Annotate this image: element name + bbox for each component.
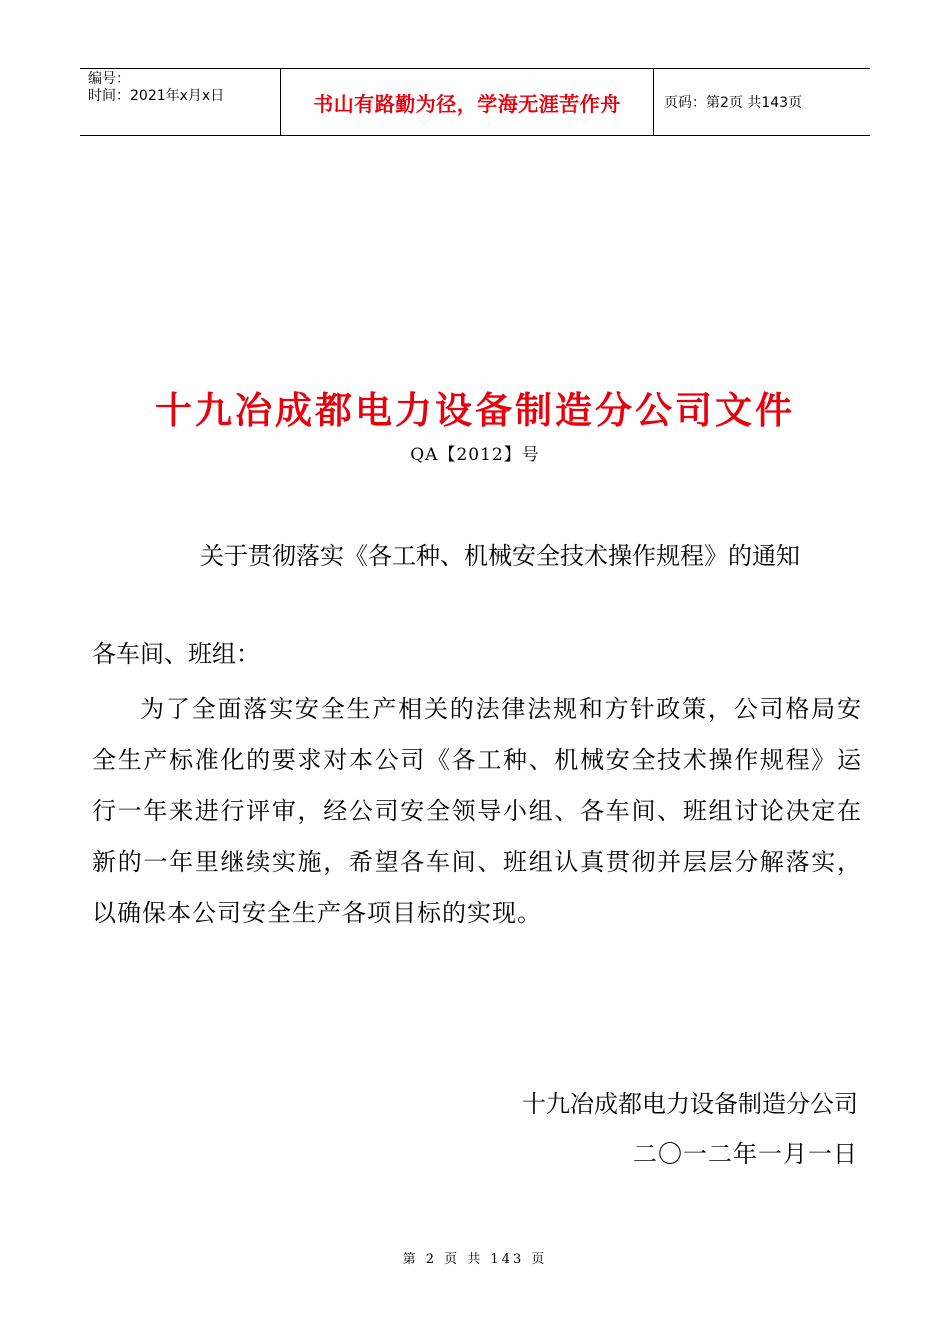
header-meta: [80, 69, 281, 135]
notice-title: 关于贯彻落实《各工种、机械安全技术操作规程》的通知: [200, 542, 800, 570]
salutation: 各车间、班组：: [92, 640, 260, 668]
signature-date: 二〇一二年一月一日: [633, 1140, 858, 1168]
body-paragraph: 为了全面落实安全生产相关的法律法规和方针政策，公司格局安全生产标准化的要求对本公司《各工种、机械安全技术操作规程》运行一年来进行评审，经公司安全领导小组、各车间、班组讨论决定在新的一年里继续实施，希望各车间、班组认真贯彻并层层分解落实，以确保本公司安全生产各项目标的实现。: [92, 695, 862, 927]
header-number-label: 编号：: [88, 71, 130, 87]
document-number: QA【2012】号: [410, 445, 540, 465]
signature-company: 十九冶成都电力设备制造分公司: [522, 1090, 858, 1118]
header-motto: 书山有路勤为径，学海无涯苦作舟: [281, 69, 654, 135]
page-footer: 第 2 页 共 143 页: [402, 1252, 548, 1267]
header-page-info: 页码：第2页 共143页: [664, 95, 803, 111]
header-time-label: 时间：2021年x月x日: [88, 88, 225, 104]
page-header: [80, 68, 870, 136]
document-title: 十九冶成都电力设备制造分公司文件: [155, 388, 795, 432]
